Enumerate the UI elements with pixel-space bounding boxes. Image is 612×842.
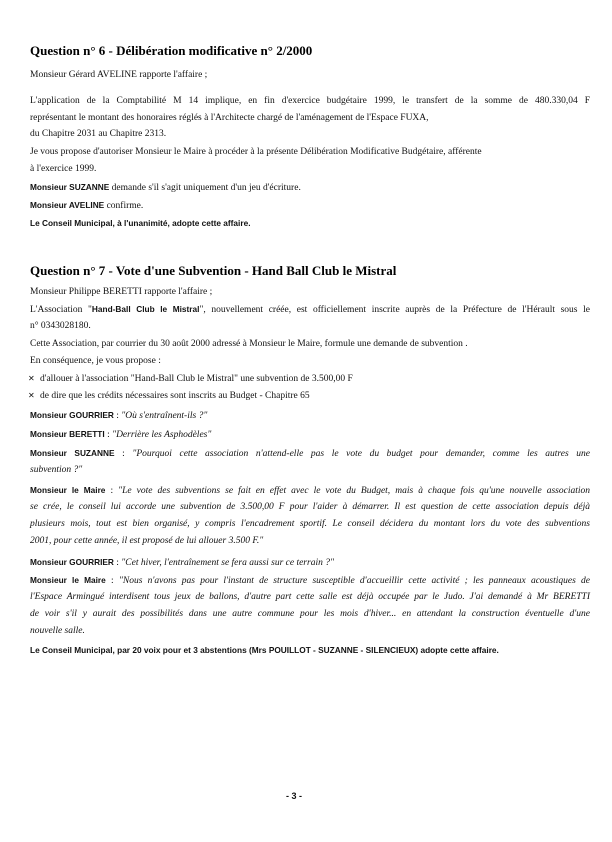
q7-paragraph-line: En conséquence, je vous propose : [30, 356, 161, 366]
question-6-heading: Question n° 6 - Délibération modificative n° 2/2000 [30, 43, 313, 58]
speaker-text: l'Espace Armingué interdisent tous jeux de ballons, d'autre part cette salle est déjà occupée par le Judo. J'ai demandé à Mr BERETTI [30, 592, 590, 602]
speaker-text: se crée, le conseil lui accorde une subvention de 3.500,00 F pour l'aider à démarrer. Il est question de cette association depuis déjà [30, 502, 590, 512]
q7-continuation-line [30, 608, 590, 620]
q7-exchange-maire [30, 574, 590, 587]
speaker-text: subvention ?" [30, 465, 83, 475]
speaker-text: 2001, pour cette année, il est proposé de lui allouer 3.500 F." [30, 536, 264, 546]
speaker-name: Monsieur le Maire [30, 485, 106, 495]
q7-exchange-maire [30, 484, 590, 497]
text-segment: ", nouvellement créée, est officiellement inscrite auprès de la Préfecture de l'Hérault sous le [199, 305, 591, 315]
page-number: - 3 - [286, 791, 303, 801]
q7-bullet-item: d'allouer à l'association "Hand-Ball Club le Mistral" une subvention de 3.500,00 F [40, 374, 353, 384]
q7-continuation-line [30, 591, 590, 603]
speaker-text: "Le vote des subventions se fait en effet avec le vote du Budget, mais à chaque fois qu'une nouvelle association [118, 486, 591, 496]
q6-paragraph-line: du Chapitre 2031 au Chapitre 2313. [30, 129, 167, 139]
association-name: Hand-Ball Club le Mistral [91, 304, 200, 314]
q6-exchange-suzanne [30, 181, 590, 194]
q6-reporter: Monsieur Gérard AVELINE rapporte l'affaire ; [30, 70, 208, 80]
speaker-name: Monsieur BERETTI [30, 429, 105, 439]
speaker-text: plusieurs mois, tout est bien organisé, y compris l'encadrement sportif. Le conseil décidera du montant lors du vote des subventions [30, 519, 590, 529]
q7-continuation-line [30, 464, 590, 476]
q7-paragraph-line [30, 303, 590, 316]
speaker-text: demande s'il s'agit uniquement d'un jeu d'écriture. [109, 183, 301, 193]
separator: : [105, 486, 119, 496]
cross-bullet-icon: ✕ [28, 374, 35, 383]
q6-exchange-aveline [30, 199, 590, 212]
question-7-heading: Question n° 7 - Vote d'une Subvention - Hand Ball Club le Mistral [30, 263, 397, 278]
separator: : [105, 576, 119, 586]
speaker-name: Monsieur SUZANNE [30, 448, 115, 458]
speaker-name: Monsieur AVELINE [30, 200, 105, 210]
speaker-name: Monsieur le Maire [30, 575, 106, 585]
speaker-text: "Derrière les Asphodèles" [112, 430, 212, 440]
speaker-text: "Pourquoi cette association n'attend-elle pas le vote du budget pour demander, comme les autres une [132, 449, 590, 459]
q6-paragraph-line: Je vous propose d'autoriser Monsieur le Maire à procéder à la présente Délibération Modificative Budgétaire, afférente [30, 147, 482, 157]
speaker-text: confirme. [104, 201, 144, 211]
q7-paragraph-line: n° 0343028180. [30, 321, 91, 331]
separator: : [113, 558, 122, 568]
q7-exchange-suzanne [30, 447, 590, 460]
speaker-text: "Cet hiver, l'entraînement se fera aussi sur ce terrain ?" [121, 558, 334, 568]
q7-exchange-gourrier [30, 556, 590, 569]
speaker-name: Monsieur GOURRIER [30, 410, 114, 420]
speaker-text: de voir s'il y aurait des possibilités dans une autre commune pour les mois d'hiver... en attendant la construction éventuelle d'une [30, 609, 590, 619]
speaker-name: Monsieur SUZANNE [30, 182, 110, 192]
q7-continuation-line [30, 535, 590, 547]
q7-continuation-line [30, 518, 590, 530]
cross-bullet-icon: ✕ [28, 391, 35, 400]
speaker-text: "Où s'entraînent-ils ?" [121, 411, 208, 421]
q6-paragraph-line: L'application de la Comptabilité M 14 implique, en fin d'exercice budgétaire 1999, le transfert de la somme de 480.330,04 F [30, 96, 590, 106]
q7-decision: Le Conseil Municipal, par 20 voix pour et 3 abstentions (Mrs POUILLOT - SUZANNE - SILENCIEUX) adopte cette affaire. [30, 645, 499, 655]
text-segment: L'Association " [30, 305, 92, 315]
q6-paragraph-line: représentant le montant des honoraires réglés à l'Architecte chargé de l'aménagement de l'Espace FUXA, [30, 113, 429, 123]
separator: : [114, 449, 133, 459]
speaker-text: "Nous n'avons pas pour l'instant de structure susceptible d'accueillir cette activité ; les panneaux acoustiques de [118, 576, 591, 586]
separator: : [104, 430, 113, 440]
q7-paragraph-line: Cette Association, par courrier du 30 août 2000 adressé à Monsieur le Maire, formule une demande de subvention . [30, 339, 468, 349]
q7-exchange-gourrier [30, 409, 590, 422]
q7-reporter: Monsieur Philippe BERETTI rapporte l'affaire ; [30, 287, 213, 297]
q7-continuation-line [30, 501, 590, 513]
q7-bullet-item: de dire que les crédits nécessaires sont inscrits au Budget - Chapitre 65 [40, 391, 310, 401]
q7-exchange-beretti [30, 428, 590, 441]
speaker-text: nouvelle salle. [30, 626, 85, 636]
q7-continuation-line [30, 625, 590, 637]
separator: : [113, 411, 122, 421]
q6-decision: Le Conseil Municipal, à l'unanimité, adopte cette affaire. [30, 218, 251, 228]
q6-paragraph-line: à l'exercice 1999. [30, 164, 97, 174]
speaker-name: Monsieur GOURRIER [30, 557, 114, 567]
